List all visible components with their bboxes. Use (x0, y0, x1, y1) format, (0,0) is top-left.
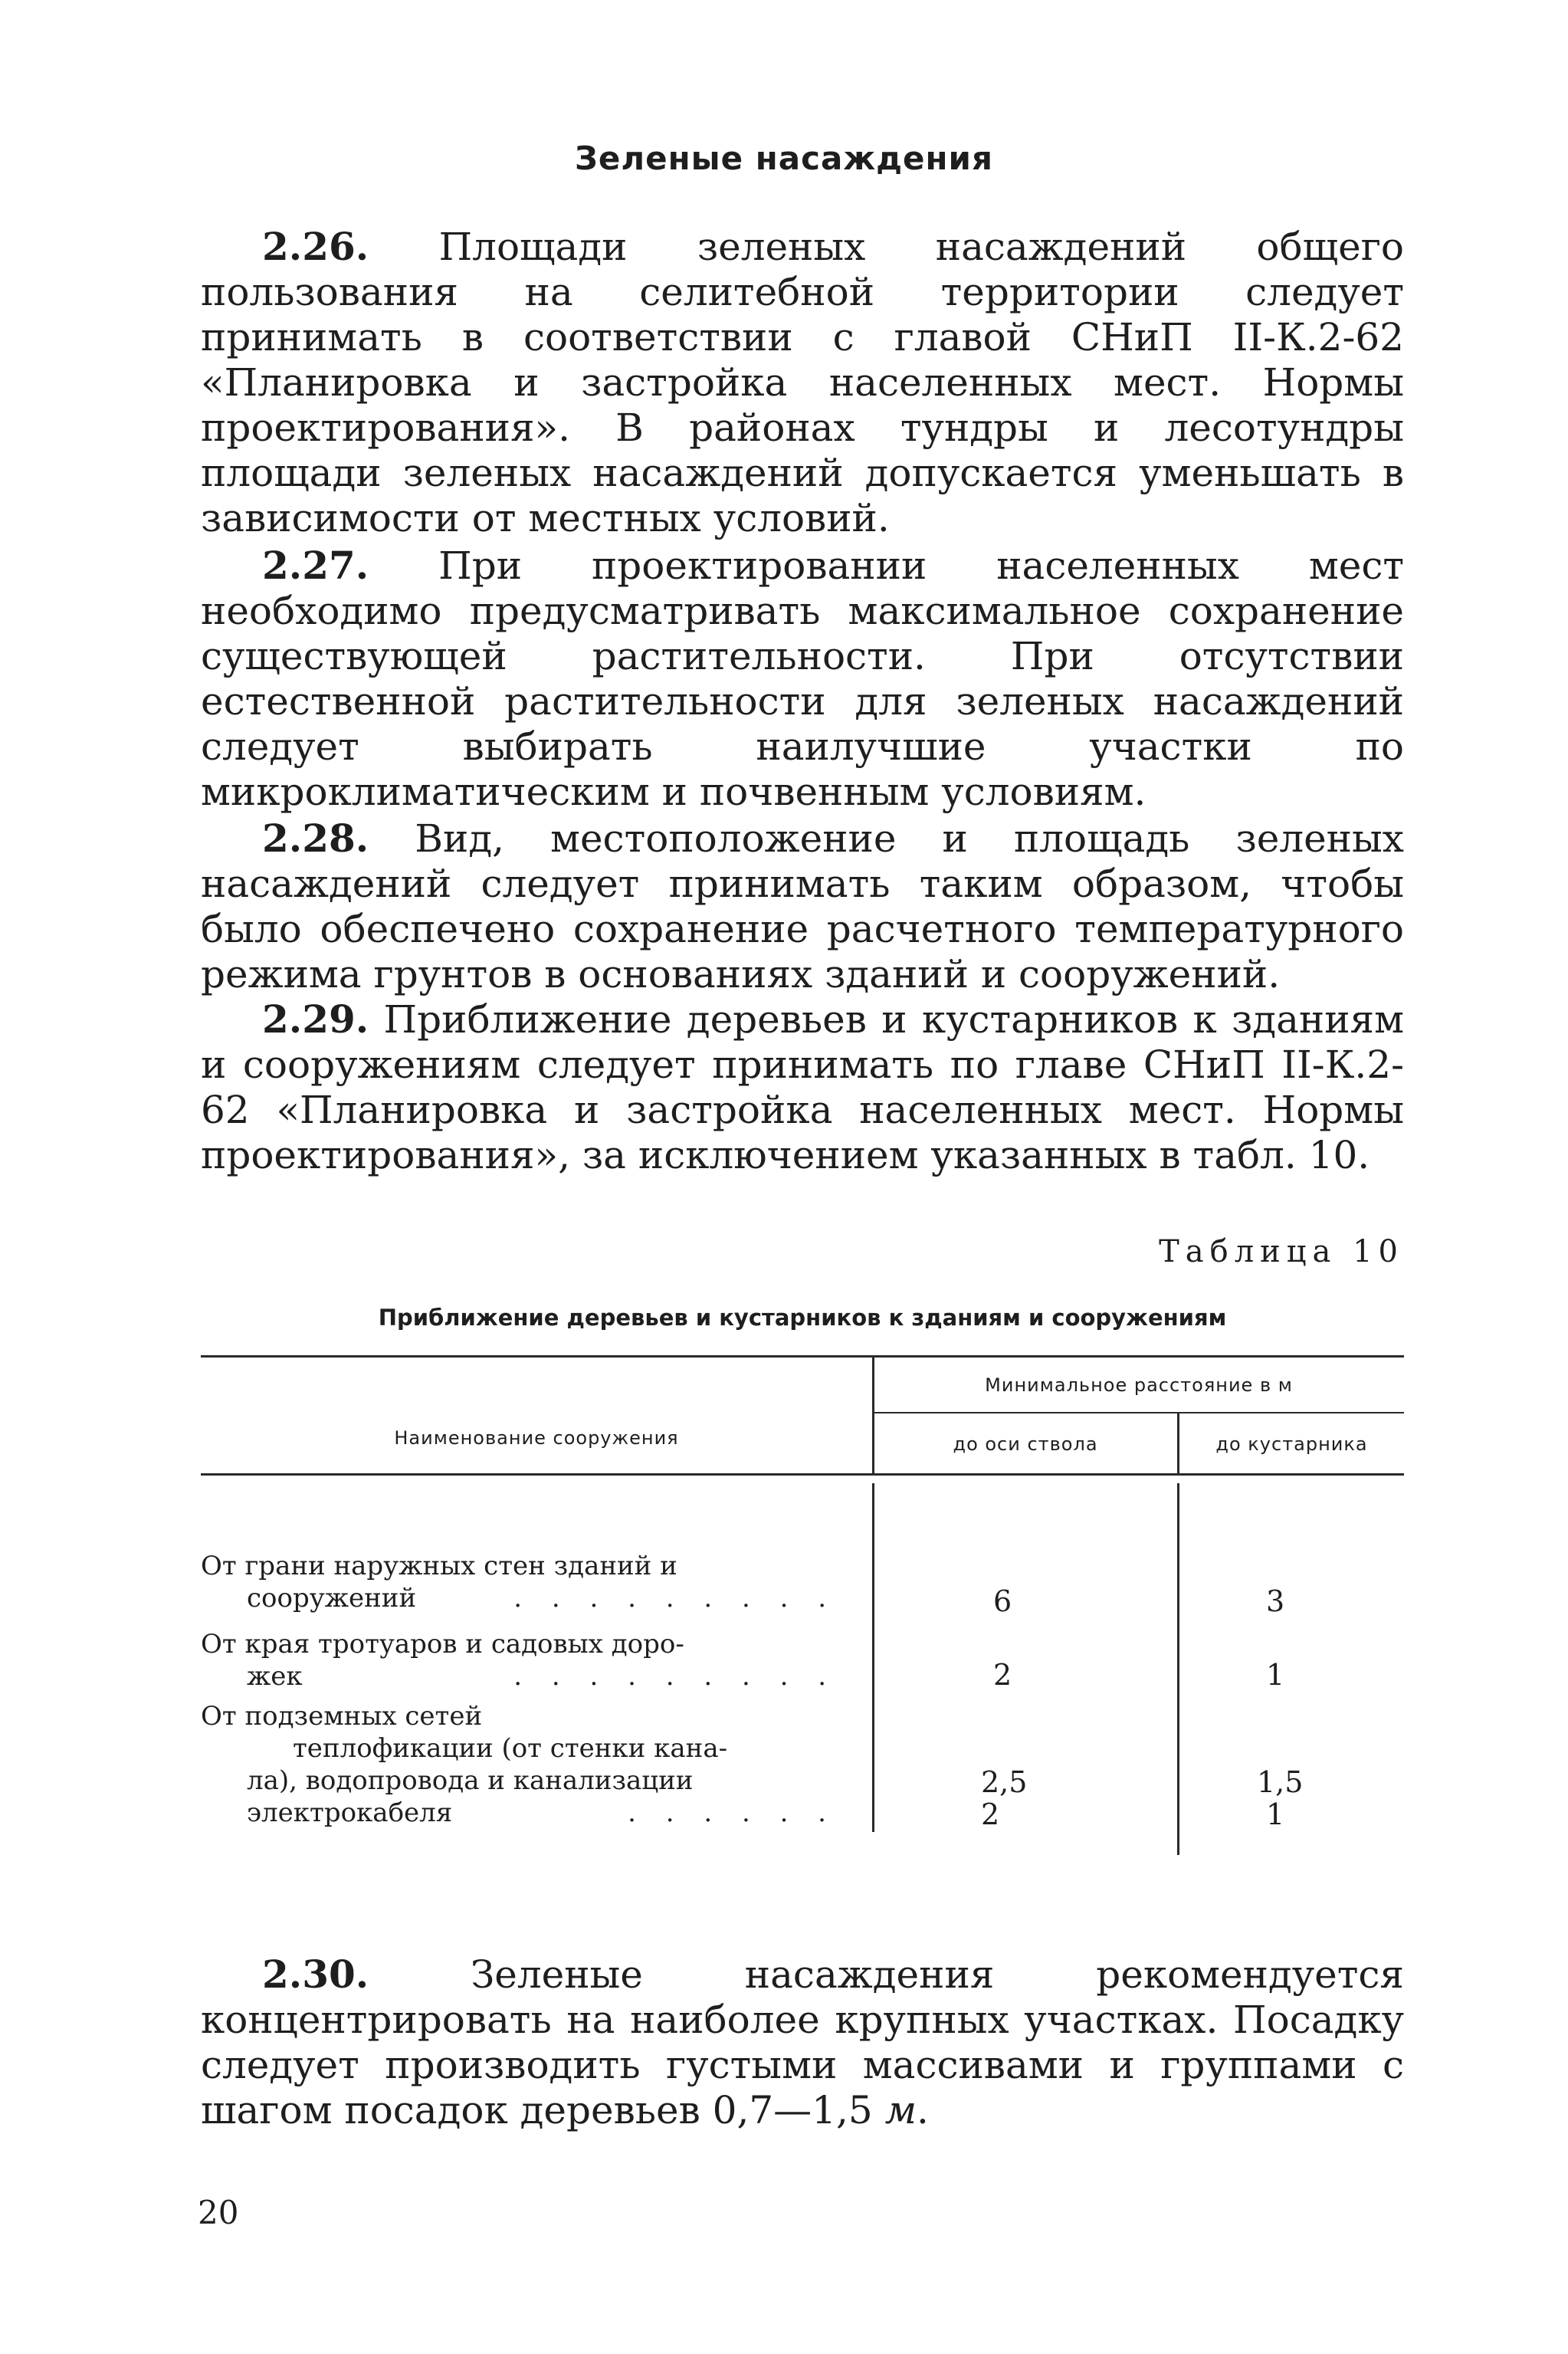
paragraph-end: . (917, 2088, 929, 2132)
table-header-group: Минимальное расстояние в м (985, 1374, 1293, 1396)
paragraph-text: При проектировании населенных мест необходимо предусматривать максимальное сохранение существующей растительности. При отсутствии естественной растительности для зеленых насаждений следует выбирать наилучшие участки по микроклиматическим и почвенным условиям. (201, 543, 1404, 814)
paragraph-text: Площади зеленых насаждений общего пользования на селитебной территории следует принимать в соответствии с главой СНиП II-К.2-62 «Планировка и застройка населенных мест. Нормы проектирования». В районах тундры и лесотундры площади зеленых насаждений допускается уменьшать в зависимости от местных условий. (201, 225, 1404, 540)
section-title: Зеленые насаждения (575, 140, 993, 177)
dot-leader: . . . . . . . . . (513, 1583, 837, 1614)
table-header-col2: до кустарника (1215, 1433, 1368, 1455)
table-divider-body-1 (872, 1483, 874, 1832)
table-header-name: Наименование сооружения (394, 1427, 679, 1449)
row-name-line: От грани наружных стен зданий и (201, 1551, 677, 1581)
table-subheader-rule (874, 1412, 1404, 1413)
paragraph-2-30 (201, 1952, 1404, 2133)
table-top-rule (201, 1355, 1404, 1358)
page-number: 20 (198, 2194, 239, 2231)
table-cell-value: 1 (1266, 1798, 1285, 1831)
row-name-line: электрокабеля (247, 1798, 453, 1828)
table-cell-value: 2 (993, 1658, 1012, 1692)
row-name-line: теплофикации (от стенки кана- (293, 1733, 728, 1764)
unit-label: м (884, 2088, 917, 2132)
table-label: Таблица 10 (1159, 1234, 1404, 1269)
paragraph-text: Приближение деревьев и кустарников к зданиям и сооружениям следует принимать по главе СНиП II-К.2-62 «Планировка и застройка населенных мест. Нормы проектирования», за исключением указанных в табл. 10. (201, 997, 1404, 1177)
paragraph-text: Зеленые насаждения рекомендуется концентрировать на наиболее крупных участках. Посадку следует производить густыми массивами и группами с шагом посадок деревьев 0,7—1,5 (201, 1952, 1404, 2132)
table-cell-value: 1 (1266, 1658, 1285, 1692)
paragraph-number: 2.29. (262, 996, 369, 1042)
table-header-rule (201, 1473, 1404, 1476)
table-title: Приближение деревьев и кустарников к зданиям и сооружениям (378, 1305, 1227, 1331)
table-row (201, 1700, 837, 1829)
paragraph-2-27 (201, 543, 1404, 815)
row-name-line: От края тротуаров и садовых доро- (201, 1629, 684, 1660)
row-name-line: сооружений (247, 1583, 417, 1614)
table-row (201, 1550, 837, 1614)
paragraph-2-26 (201, 224, 1404, 541)
table-cell-value: 2,5 (981, 1765, 1028, 1799)
table-cell-value: 1,5 (1257, 1765, 1304, 1799)
table-cell-value: 6 (993, 1584, 1012, 1618)
dot-leader: . . . . . . . . . (513, 1661, 837, 1692)
table-divider-body-2 (1177, 1483, 1179, 1855)
table-header-col1: до оси ствола (953, 1433, 1098, 1455)
paragraph-2-28 (201, 816, 1404, 997)
paragraph-2-29 (201, 996, 1404, 1178)
table-cell-value: 2 (981, 1798, 1000, 1831)
paragraph-text: Вид, местоположение и площадь зеленых насаждений следует принимать таким образом, чтобы было обеспечено сохранение расчетного температурного режима грунтов в основаниях зданий и сооружений. (201, 816, 1404, 996)
table-row (201, 1628, 837, 1692)
dot-leader: . . . . . . (628, 1798, 837, 1828)
row-name-line: жек (247, 1661, 303, 1692)
row-name-line: ла), водопровода и канализации (247, 1765, 694, 1796)
row-name-line: От подземных сетей (201, 1701, 483, 1732)
table-cell-value: 3 (1266, 1584, 1285, 1618)
paragraph-number: 2.27. (262, 543, 369, 588)
paragraph-number: 2.28. (262, 816, 369, 861)
paragraph-number: 2.30. (262, 1952, 369, 1997)
paragraph-number: 2.26. (262, 224, 369, 269)
